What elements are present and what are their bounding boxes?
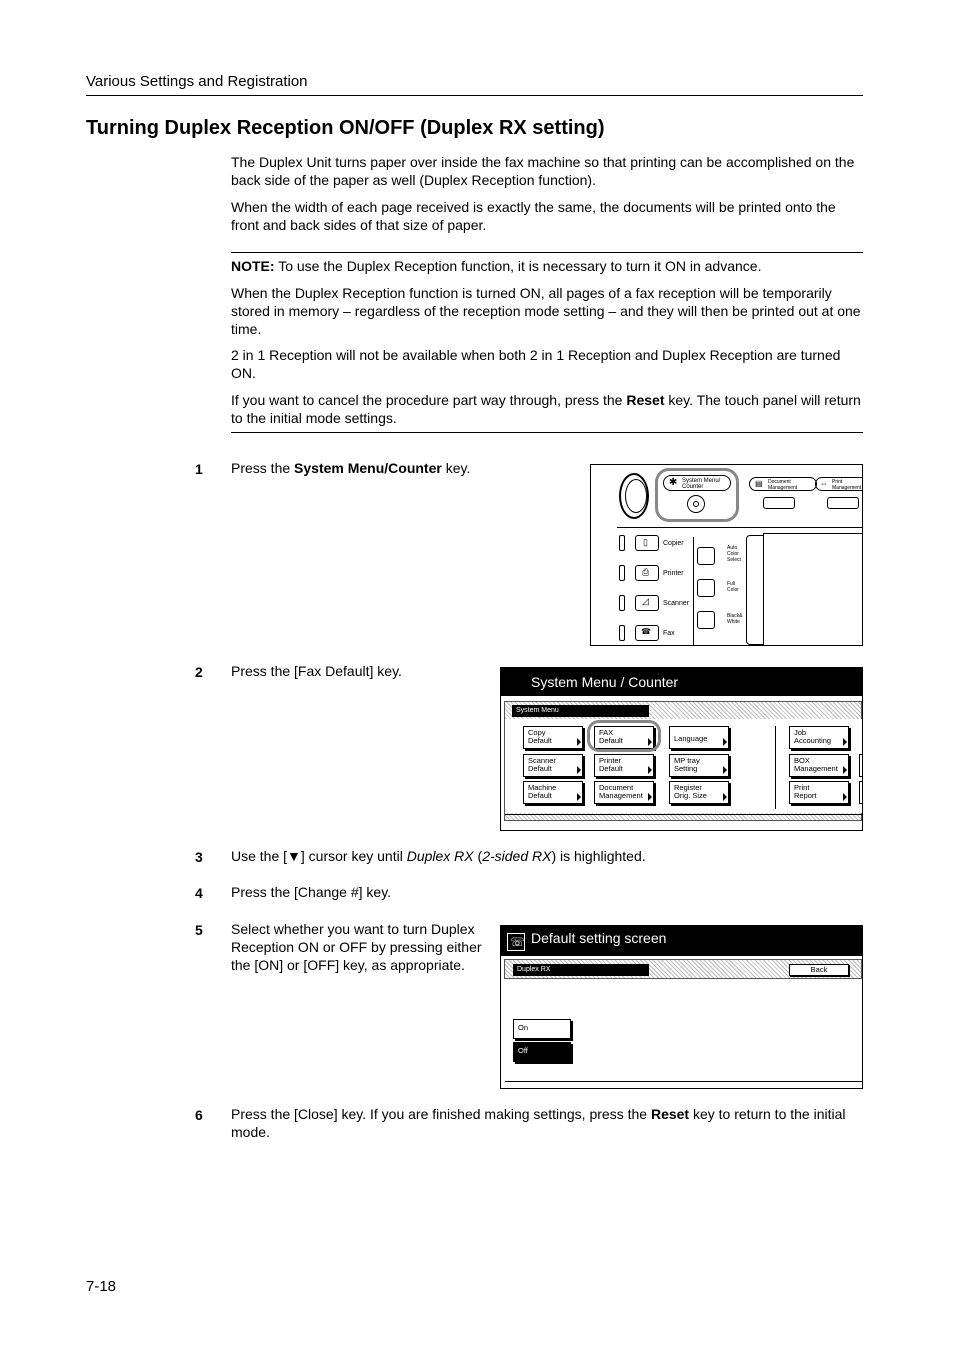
menu-bottom-line bbox=[505, 814, 863, 815]
note-p4-pre: If you want to cancel the procedure part way through, press the bbox=[231, 392, 627, 408]
step-text: Press the [Fax Default] key. bbox=[231, 663, 402, 679]
register-orig-size-key[interactable] bbox=[669, 781, 729, 804]
highlight-circle bbox=[587, 720, 661, 752]
step-text: Select whether you want to turn Duplex Reception ON or OFF by pressing either the [ON] or [OFF] key, as appropriate. bbox=[231, 921, 482, 973]
step-text-post: ) is highlighted. bbox=[551, 848, 646, 864]
arrow-right-icon bbox=[577, 766, 581, 774]
step-number: 2 bbox=[195, 664, 203, 680]
copier-mode-button[interactable] bbox=[635, 535, 659, 551]
highlight-circle bbox=[655, 468, 739, 522]
step-text-pre: Use the [▼] cursor key until bbox=[231, 848, 407, 864]
arrow-right-icon bbox=[723, 766, 727, 774]
box-management-key[interactable] bbox=[789, 754, 849, 777]
mode-indicators bbox=[619, 535, 623, 645]
key-label: Language bbox=[674, 734, 708, 743]
mp-tray-setting-key[interactable] bbox=[669, 754, 729, 777]
scanner-default-key[interactable] bbox=[523, 754, 583, 777]
key-label: Printer Default bbox=[599, 756, 623, 773]
screen-bottom-line bbox=[505, 1081, 863, 1082]
key-label: FAX Default bbox=[599, 728, 623, 745]
key-label: BOX Management bbox=[794, 756, 838, 773]
on-button[interactable]: On bbox=[513, 1019, 571, 1039]
screen-title: System Menu / Counter bbox=[501, 668, 862, 696]
note-paragraph-1 bbox=[231, 257, 863, 275]
arrow-right-icon bbox=[843, 738, 847, 746]
key-label: Scanner Default bbox=[528, 756, 556, 773]
language-key[interactable] bbox=[669, 726, 729, 749]
scanner-label: Scanner bbox=[663, 600, 690, 607]
touch-panel-edge bbox=[763, 533, 863, 646]
arrow-right-icon bbox=[577, 793, 581, 801]
step-text-mid: ( bbox=[473, 848, 483, 864]
arrow-right-icon bbox=[843, 793, 847, 801]
document-management-label: Document Management bbox=[768, 479, 798, 491]
dial-arc-inner bbox=[625, 479, 647, 513]
copier-label: Copier bbox=[663, 540, 684, 547]
document-management-key[interactable] bbox=[749, 477, 817, 491]
note-p4-post: key. The touch panel will return to the initial mode settings. bbox=[231, 392, 861, 426]
menu-divider bbox=[775, 726, 776, 809]
default-setting-screen bbox=[500, 925, 863, 1089]
arrow-right-icon bbox=[723, 793, 727, 801]
arrow-right-icon bbox=[843, 766, 847, 774]
step-text-post: key. bbox=[441, 460, 471, 476]
black-white-label: Black& White bbox=[727, 613, 743, 625]
back-button[interactable]: Back bbox=[789, 964, 849, 976]
page-title: Turning Duplex Reception ON/OFF (Duplex RX setting) bbox=[86, 117, 605, 139]
note-top-rule bbox=[231, 252, 863, 253]
step-number: 4 bbox=[195, 885, 203, 901]
intro-paragraph-2: When the width of each page received is exactly the same, the documents will be printed onto the front and back sides of that size of paper. bbox=[231, 199, 836, 233]
step-text-italic: 2-sided RX bbox=[482, 848, 552, 864]
step-text-pre: Press the bbox=[231, 460, 295, 476]
note-p4-bold: Reset bbox=[626, 392, 665, 408]
key-label: Machine Default bbox=[528, 783, 557, 800]
next-column-key-edge[interactable] bbox=[859, 754, 863, 777]
fax-icon: ☎ bbox=[641, 627, 651, 636]
print-icon: ⇔ bbox=[820, 479, 828, 488]
key-label: Job Accounting bbox=[794, 728, 832, 745]
system-menu-tab[interactable]: System Menu bbox=[512, 705, 649, 717]
step-text-italic: Duplex RX bbox=[406, 848, 474, 864]
arrow-right-icon bbox=[723, 738, 727, 746]
printer-label: Printer bbox=[663, 570, 684, 577]
step-number: 1 bbox=[195, 461, 203, 477]
step-text: Press the [Change #] key. bbox=[231, 884, 392, 900]
fax-icon: ☏ bbox=[510, 935, 526, 949]
note-paragraph-3: 2 in 1 Reception will not be available when both 2 in 1 Reception and Duplex Reception are turned ON. bbox=[231, 347, 841, 381]
key-label: Copy Default bbox=[528, 728, 552, 745]
step-text bbox=[231, 459, 470, 477]
document-management-key[interactable] bbox=[594, 781, 654, 804]
print-management-button[interactable] bbox=[827, 497, 859, 509]
step-text bbox=[231, 1105, 863, 1141]
auto-color-select-label: Auto Color Select bbox=[727, 545, 741, 563]
header-rule bbox=[86, 95, 863, 96]
arrow-right-icon bbox=[648, 766, 652, 774]
copy-default-key[interactable] bbox=[523, 726, 583, 749]
key-label: Register Orig. Size bbox=[674, 783, 707, 800]
intro-paragraph-1: The Duplex Unit turns paper over inside the fax machine so that printing can be accomplished on the back side of the paper as well (Duplex Reception function). bbox=[231, 154, 855, 188]
off-button[interactable]: Off bbox=[513, 1042, 571, 1062]
full-color-button[interactable] bbox=[697, 579, 715, 597]
arrow-right-icon bbox=[577, 738, 581, 746]
copier-icon: ▯ bbox=[643, 537, 648, 547]
auto-color-select-button[interactable] bbox=[697, 547, 715, 565]
key-label: MP tray Setting bbox=[674, 756, 700, 773]
step-text-post: key to return to the initial mode. bbox=[231, 1106, 846, 1140]
print-management-label: Print Management bbox=[832, 479, 862, 491]
system-menu-screen bbox=[500, 667, 863, 831]
system-menu-counter-label: System Menu/ Counter bbox=[682, 478, 721, 490]
print-management-key[interactable] bbox=[815, 477, 863, 491]
black-white-button[interactable] bbox=[697, 611, 715, 629]
note-paragraph-4 bbox=[231, 391, 863, 427]
scanner-mode-button[interactable] bbox=[635, 595, 659, 611]
step-number: 5 bbox=[195, 922, 203, 938]
note-label: NOTE: bbox=[231, 258, 275, 274]
fax-label: Fax bbox=[663, 630, 675, 637]
duplex-rx-tab: Duplex RX bbox=[513, 964, 649, 976]
printer-icon: ⎙ bbox=[642, 567, 650, 577]
note-paragraph-2: When the Duplex Reception function is turned ON, all pages of a fax reception will be temporarily stored in memory – regardless of the reception mode setting – and they will then be printed out at one time. bbox=[231, 285, 861, 337]
note-bottom-rule bbox=[231, 432, 863, 433]
printer-default-key[interactable] bbox=[594, 754, 654, 777]
step-text-bold: System Menu/Counter bbox=[294, 460, 442, 476]
scanner-icon: ◿ bbox=[642, 596, 649, 606]
job-accounting-key[interactable] bbox=[789, 726, 849, 749]
machine-default-key[interactable] bbox=[523, 781, 583, 804]
running-header: Various Settings and Registration bbox=[86, 73, 308, 90]
printer-mode-button[interactable] bbox=[635, 565, 659, 581]
color-divider bbox=[693, 537, 694, 645]
fax-mode-button[interactable] bbox=[635, 625, 659, 641]
arrow-right-icon bbox=[648, 793, 652, 801]
note-text: To use the Duplex Reception function, it is necessary to turn it ON in advance. bbox=[274, 258, 762, 274]
document-management-button[interactable] bbox=[763, 497, 795, 509]
control-panel-illustration bbox=[590, 464, 863, 646]
print-report-key[interactable] bbox=[789, 781, 849, 804]
step-text-pre: Press the [Close] key. If you are finished making settings, press the bbox=[231, 1106, 651, 1122]
step-number: 3 bbox=[195, 849, 203, 865]
document-icon: ▤ bbox=[755, 479, 763, 488]
key-label: Document Management bbox=[599, 783, 643, 800]
screen-title: Default setting screen bbox=[501, 926, 862, 956]
step-text bbox=[231, 847, 646, 865]
key-label: Print Report bbox=[794, 783, 817, 800]
next-column-key-edge[interactable] bbox=[859, 781, 863, 804]
step-text-bold: Reset bbox=[650, 1106, 690, 1122]
asterisk-icon: ✱ bbox=[669, 477, 678, 488]
page-number: 7-18 bbox=[86, 1278, 117, 1295]
fax-screen-icon bbox=[507, 933, 525, 951]
full-color-label: Full Color bbox=[727, 581, 739, 593]
step-number: 6 bbox=[195, 1107, 203, 1123]
